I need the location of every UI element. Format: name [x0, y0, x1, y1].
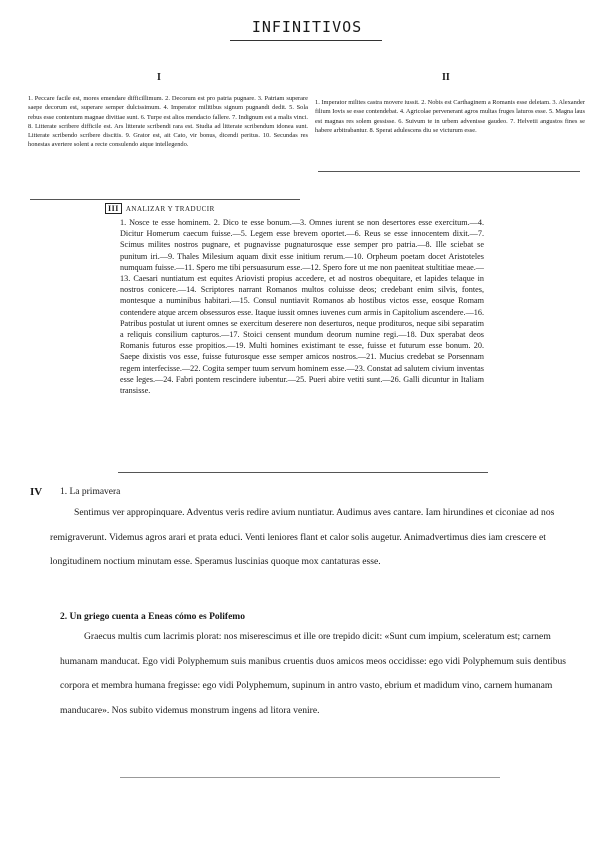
- page-title: INFINITIVOS: [251, 18, 363, 36]
- section-divider: [118, 472, 488, 473]
- section-2-text: 1. Imperator milites castra movere iussit. 2. Nobis est Carthaginem a Romanis esse deletam. 3. Alexander filium Iovis se esse contendebat. 4. Agricolae pervenerant agros multas fruges laturos esse. 5. Magna laus est magnas res solem gessisse. 6. Suivum te in urbem advenisse gaudeo. 7. Helvetii angustos fines se habere arbitrabantur. 8. Sperat adulescens diu se victurum esse.: [315, 99, 585, 134]
- exercise-2-text: Graecus multis cum lacrimis plorat: nos miserescimus et ille ore trepido dicit: «Sunt cum impium, sceleratum est; carnem humanam manducat. Ego vidi Polyphemum suis manibus cruentis duos amicos meos occidisse: ego vidi Polyphemum suis dentibus corpora et membra humana fregisse: ego vidi Polyphemum, supinum in antro vasto, ebrium et madidum vino, carnem humanam manducare». Nos subito videmus monstrum ingens ad litora venire.: [60, 631, 567, 716]
- section-3-text: 1. Nosce te esse hominem. 2. Dico te esse bonum.—3. Omnes iurent se non desertores esse exercitum.—4. Dicitur Homerum caecum fuisse.—5. Legem esse brevem oportet.—6. Reus se esse innocentem dixit.—7. Scimus milites nostros pugnare, et pugnavisse pugnaturosque esse semper pro patria.—8. Ille sciebat se punitum iri.—9. Thales Milesium aquam dixit esse initium rerum.—10. Orpheum poetam docet Aristoteles numquam fuisse.—11. Spero me tibi persuasurum esse.—12. Spero fore ut me non paeniteat stultitiae meae.—13. Caesari nuntiatum est equites Ariovisti propius accedere, et ad nostros obequitare, et lapides telaque in nostros conicere.—14. Scriptores narrant Romanos multos coluisse deos; credebant enim silvis, fontes, montesque a numinibus habitari.—15. Consul nuntiavit Romanos ab hostibus victos esse, eosque Romam contendere atque arcem obsessuros esse. Itaque iussit omnes iuvenes cum armis in Capitolium ascendere.—16. Patribus postulat ut iurent omnes se exercitum deserere non deserturos, neque prodituros, neque sibi separatim a reliquis consilium capturos.—17. Stoici censent mundum deorum numine regi.—18. Dux sperabat deos Romanis futuros esse propitios.—19. Multi homines existimant te esse, fuisse et futurum esse bonum. 20. Saepe dixistis vos esse, fuisse futurosque esse semper amicos nostros.—21. Mucius credebat se Porsennam regem interfecisse.—22. Cogita semper tuum servum hominem esse.—23. Constat ad salutem civium inventas esse leges.—24. Fabri pontem rescindere iubentur.—25. Pueri abire vetiti sunt.—26. Galli dicuntur in Italiam transisse.: [120, 218, 484, 396]
- section-divider: [30, 199, 300, 200]
- section-1-text: 1. Peccare facile est, mores emendare difficillimum. 2. Decorum est pro patria pugnare. 3. Patriam superare saepe decorum est, superare semper dulcissimum. 4. Imperator militibus signum pugnandi dedit. 5. Sola rebus esse contentum magnae divitiae sunt. 6. Turpe est alios mendacio fallere. 7. Indignum est a malis vinci. 8. Litterate scribere difficile est. Ars litterate scribendi rara est. Studia ad litterate scribendum idonea sunt. Litterate scribendo scribere discitis. 9. Grator est, ait Cato, vir bonus, dicendi peritus. 10. Secundas res honestas avertere solent a recte consulendo atque intellegendo.: [28, 95, 308, 149]
- exercise-1-text: Sentimus ver appropinquare. Adventus veris redire avium nuntiatur. Audimus aves cantare. Iam hirundines et ciconiae ad nos remigraverunt. Videmus agros arari et prata educi. Venti leniores flant et calor solis augetur. Animadvertimus dies iam crescere et longitudinem noctium minutam esse. Speramus luscinias quoque mox cantaturas esse.: [50, 507, 555, 567]
- exercise-2-heading: 2. Un griego cuenta a Eneas cómo es Polifemo: [60, 612, 245, 622]
- section-4-number: IV: [30, 486, 43, 498]
- section-1-number: I: [157, 72, 161, 83]
- section-divider: [318, 171, 580, 172]
- title-underline: [230, 40, 382, 41]
- section-3-number: III: [105, 203, 122, 214]
- section-3-title: ANALIZAR Y TRADUCIR: [125, 204, 215, 213]
- section-3-heading: [105, 203, 215, 214]
- exercise-1-heading: 1. La primavera: [60, 487, 121, 497]
- footer-rule: [120, 777, 500, 778]
- section-2-number: II: [442, 72, 450, 83]
